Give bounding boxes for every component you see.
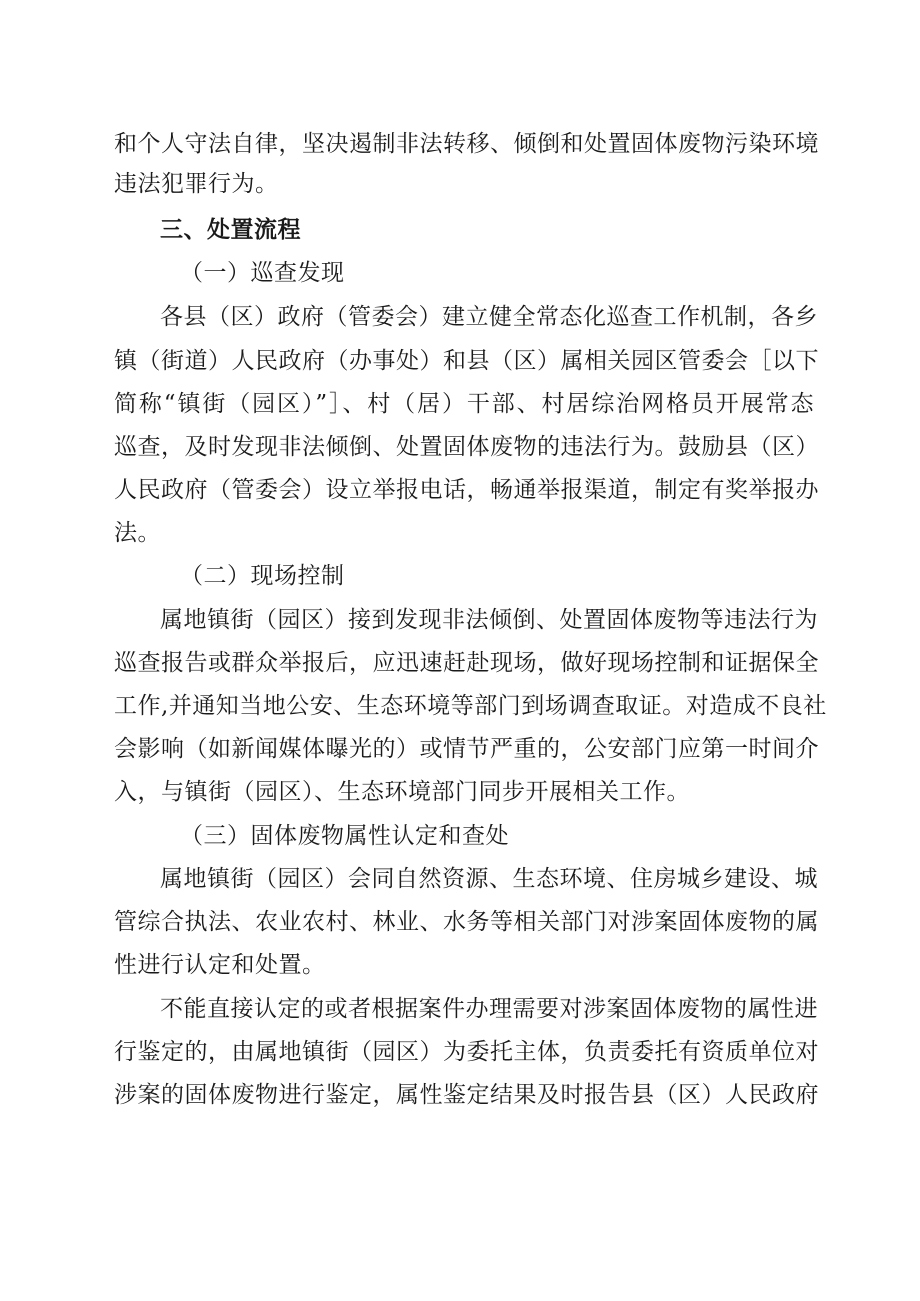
paragraph-line: 和个人守法自律，坚决遏制非法转移、倾倒和处置固体废物污染环境 (114, 131, 819, 157)
paragraph-line: 违法犯罪行为。 (114, 171, 279, 197)
subsection-heading: （一）巡查发现 (180, 260, 345, 286)
paragraph-line: 行鉴定的，由属地镇街（园区）为委托主体，负责委托有资质单位对 (114, 1039, 819, 1065)
subsection-heading: （二）现场控制 (180, 563, 345, 589)
paragraph-line: 涉案的固体废物进行鉴定，属性鉴定结果及时报告县（区）人民政府 (114, 1082, 819, 1108)
paragraph-line: 属地镇街（园区）会同自然资源、生态环境、住房城乡建设、城 (160, 866, 818, 892)
section-heading: 三、处置流程 (160, 217, 301, 243)
subsection-heading: （三）固体废物属性认定和查处 (180, 823, 509, 849)
paragraph-line: 人民政府（管委会）设立举报电话，畅通举报渠道，制定有奖举报办 (114, 477, 819, 503)
paragraph-line: 镇（街道）人民政府（办事处）和县（区）属相关园区管委会［以下 (114, 348, 819, 374)
paragraph-line: 属地镇街（园区）接到发现非法倾倒、处置固体废物等违法行为 (160, 607, 818, 633)
paragraph-line: 管综合执法、农业农村、林业、水务等相关部门对涉案固体废物的属 (114, 909, 819, 935)
paragraph-line: 各县（区）政府（管委会）建立健全常态化巡查工作机制，各乡 (160, 304, 818, 330)
paragraph-line: 法。 (114, 520, 161, 546)
paragraph-line: 入，与镇街（园区）、生态环境部门同步开展相关工作。 (114, 779, 690, 805)
paragraph-line: 巡查报告或群众举报后，应迅速赶赴现场，做好现场控制和证据保全 (114, 650, 819, 676)
paragraph-line: 简称“镇街（园区）”］、村（居）干部、村居综治网格员开展常态 (114, 391, 814, 417)
paragraph-line: 巡查，及时发现非法倾倒、处置固体废物的违法行为。鼓励县（区） (114, 434, 819, 460)
paragraph-line: 不能直接认定的或者根据案件办理需要对涉案固体废物的属性进 (160, 996, 818, 1022)
paragraph-line: 性进行认定和处置。 (114, 952, 326, 978)
paragraph-line: 会影响（如新闻媒体曝光的）或情节严重的，公安部门应第一时间介 (114, 736, 819, 762)
paragraph-line: 工作,并通知当地公安、生态环境等部门到场调查取证。对造成不良社 (114, 693, 827, 719)
